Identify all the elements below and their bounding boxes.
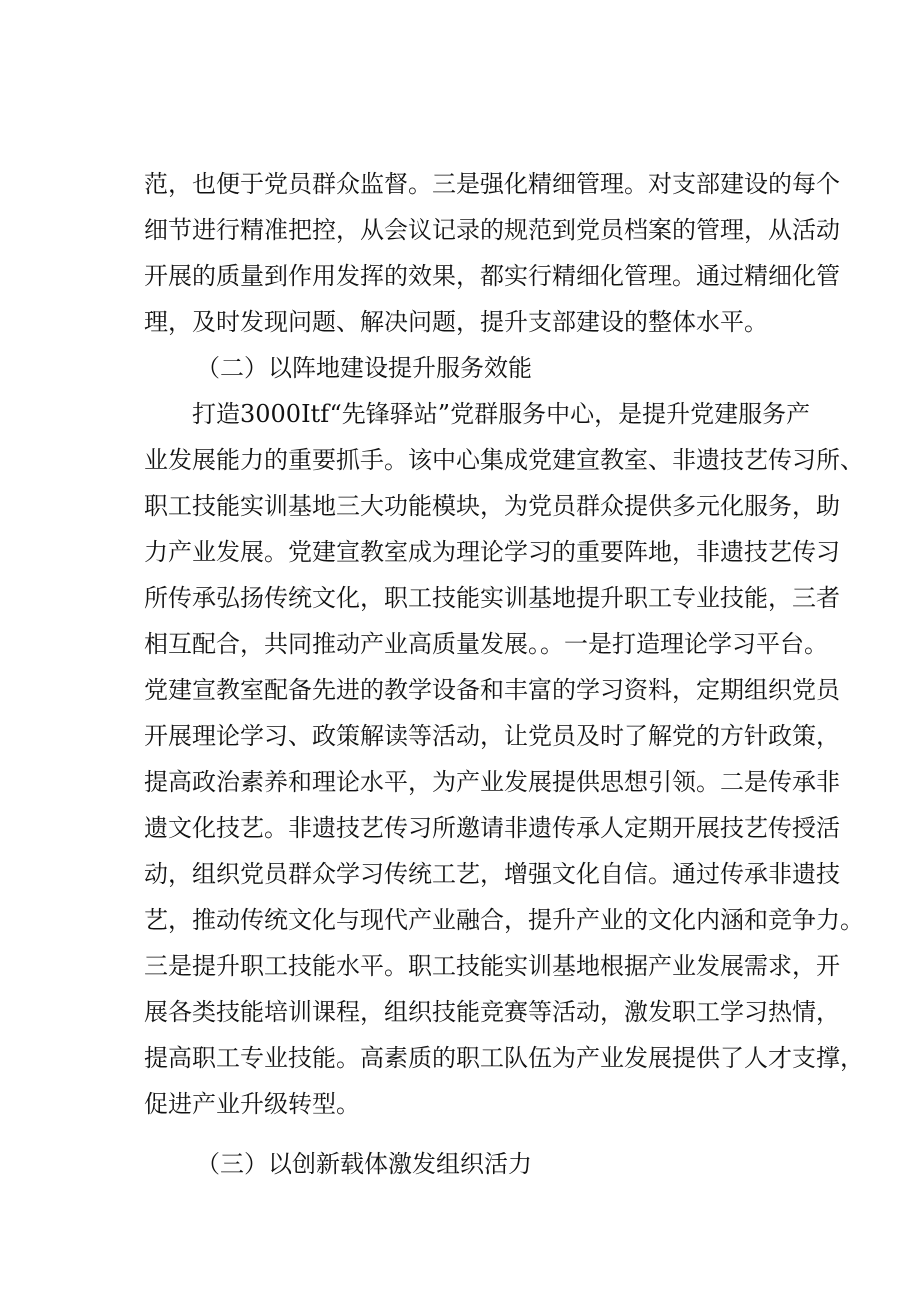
paragraph-line: 细节进行精准把控，从会议记录的规范到党员档案的管理，从活动	[144, 216, 840, 244]
paragraph-line: 职工技能实训基地三大功能模块，为党员群众提供多元化服务，助	[144, 492, 840, 520]
paragraph-line: 范，也便于党员群众监督。三是强化精细管理。对支部建设的每个	[144, 170, 840, 198]
paragraph-line: 遗文化技艺。非遗技艺传习所邀请非遗传承人定期开展技艺传授活	[144, 814, 840, 842]
paragraph-line: 业发展能力的重要抓手。该中心集成党建宣教室、非遗技艺传习所、	[144, 446, 864, 474]
paragraph-line: 相互配合，共同推动产业高质量发展。。一是打造理论学习平台。	[144, 630, 828, 658]
paragraph-line: 党建宣教室配备先进的教学设备和丰富的学习资料，定期组织党员	[144, 676, 840, 704]
paragraph-line: 动，组织党员群众学习传统工艺，增强文化自信。通过传承非遗技	[144, 860, 840, 888]
paragraph-line: 打造3000Itf“先锋驿站”党群服务中心，是提升党建服务产	[192, 400, 811, 428]
paragraph-line: 开展的质量到作用发挥的效果，都实行精细化管理。通过精细化管	[144, 262, 840, 290]
paragraph-line: 开展理论学习、政策解读等活动，让党员及时了解党的方针政策，	[144, 722, 840, 750]
paragraph-line: 所传承弘扬传统文化，职工技能实训基地提升职工专业技能，三者	[144, 584, 840, 612]
paragraph-line: 力产业发展。党建宣教室成为理论学习的重要阵地，非遗技艺传习	[144, 538, 840, 566]
paragraph-line: 理，及时发现问题、解决问题，提升支部建设的整体水平。	[144, 308, 768, 336]
paragraph-line: 三是提升职工技能水平。职工技能实训基地根据产业发展需求，开	[144, 952, 840, 980]
paragraph-line: 展各类技能培训课程，组织技能竞赛等活动，激发职工学习热情，	[144, 998, 840, 1026]
paragraph-line: 提高职工专业技能。高素质的职工队伍为产业发展提供了人才支撑，	[144, 1044, 864, 1072]
paragraph-line: 提高政治素养和理论水平，为产业发展提供思想引领。二是传承非	[144, 768, 840, 796]
paragraph-line: 促进产业升级转型。	[144, 1090, 360, 1118]
paragraph-line: 艺，推动传统文化与现代产业融合，提升产业的文化内涵和竞争力。	[144, 906, 864, 934]
section-heading: （二）以阵地建设提升服务效能	[196, 354, 532, 382]
section-heading: （三）以创新载体激发组织活力	[196, 1150, 532, 1178]
